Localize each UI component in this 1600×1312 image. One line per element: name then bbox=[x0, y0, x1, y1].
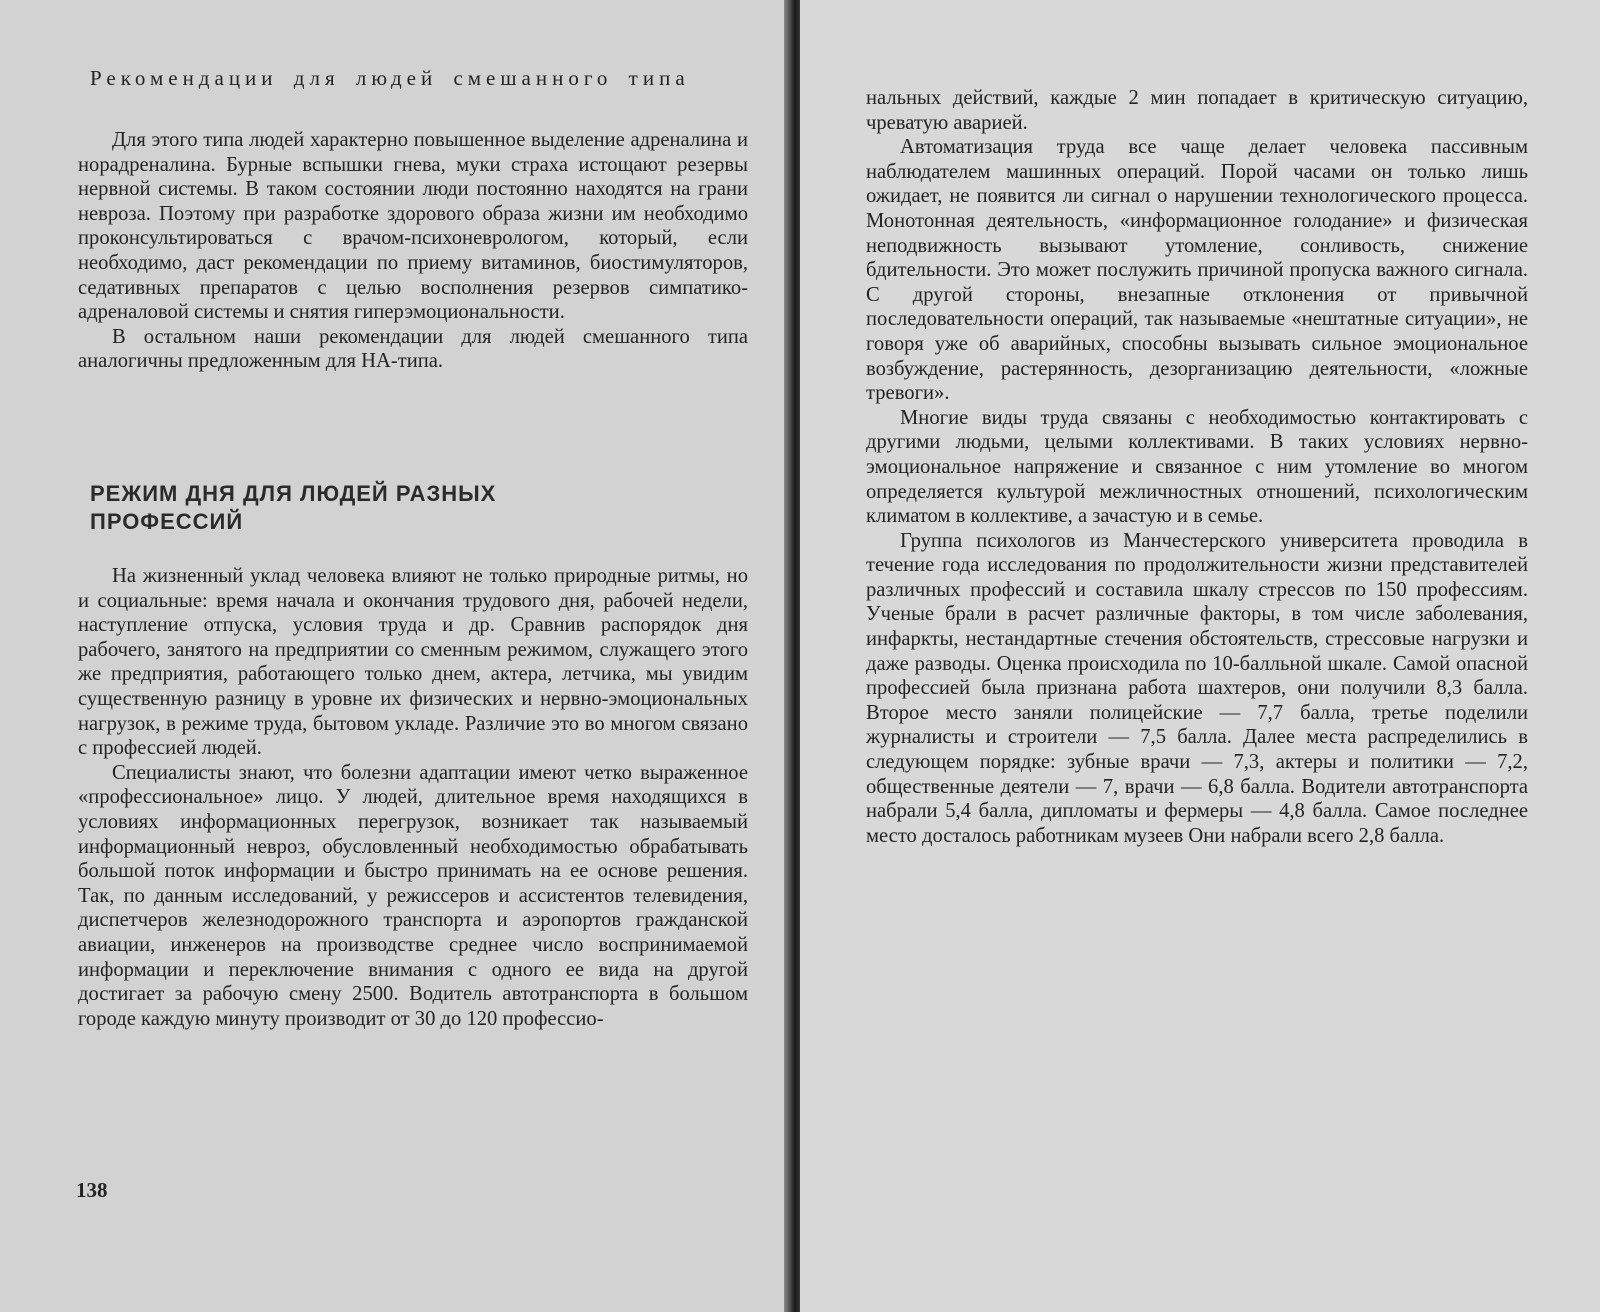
left-page bbox=[0, 0, 792, 1312]
paragraph: нальных действий, каждые 2 мин попадает в критическую ситуацию, чреватую аварией. bbox=[866, 87, 1528, 134]
paragraph: На жизненный уклад человека влияют не только природные ритмы, но и социальные: время начала и окончания трудового дня, рабочей недели, наступление отпуска, условия труда и др. Сравнив распорядок дня рабочего, занятого на предприятии со сменным режимом, служащего этого же предприятия, работающего только днем, актера, летчика, мы увидим существенную разницу в уровне их физических и нервно-эмоциональных нагрузок, в режиме труда, бытовом укладе. Различие это во многом связано с профессией людей. bbox=[78, 565, 748, 760]
paragraph: Для этого типа людей характерно повышенное выделение адреналина и норадреналина. Бурные вспышки гнева, муки страха истощают резервы нервной системы. В таком состоянии люди постоянно находятся на грани невроза. Поэтому при разработке здорового образа жизни им необходимо проконсультироваться с врачом-психоневрологом, который, если необходимо, даст рекомендации по приему витаминов, биостимуляторов, седативных препаратов с целью восполнения резервов симпатико-адреналовой системы и снятия гиперэмоциональности. bbox=[78, 129, 748, 324]
paragraph: В остальном наши рекомендации для людей смешанного типа аналогичны предложенным для НА-типа. bbox=[78, 325, 748, 373]
right-page bbox=[800, 0, 1600, 1312]
right-text-block bbox=[866, 86, 1528, 848]
paragraph: Специалисты знают, что болезни адаптации имеют четко выраженное «профессиональное» лицо. У людей, длительное время находящихся в условиях информационных перегрузок, возникает так называемый информационный невроз, обусловленный необходимостью обрабатывать большой поток информации и быстро принимать на ее основе решения. Так, по данным исследований, у режиссеров и ассистентов телевидения, диспетчеров железнодорожного транспорта и аэропортов гражданской авиации, инженеров на производстве среднее число воспринимаемой информации и переключение внимания с одного ее вида на другой достигает за рабочую смену 2500. Водитель автотранспорта в большом городе каждую минуту производит от 30 до 120 профессио- bbox=[78, 761, 748, 1030]
left-text-block-2 bbox=[78, 564, 748, 1031]
paragraph: Группа психологов из Манчестерского университета проводила в течение года исследования по продолжительности жизни представителей различных профессий и составила шкалу стрессов по 150 профессиям. Ученые брали в расчет различные факторы, в том числе заболевания, инфаркты, нестандартные стечения обстоятельств, стрессовые нагрузки и даже разводы. Оценка происходила по 10-балльной шкале. Самой опасной профессией была признана работа шахтеров, они получили 8,3 балла. Второе место заняли полицейские — 7,7 балла, третье поделили журналисты и строители — 7,5 балла. Далее места распределились в следующем порядке: зубные врачи — 7,3, актеры и политики — 7,2, общественные деятели — 7, врачи — 6,8 балла. Водители автотранспорта набрали 5,4 балла, дипломаты и фермеры — 4,8 балла. Самое последнее место досталось работникам музеев Они набрали всего 2,8 балла. bbox=[866, 529, 1528, 847]
left-text-block-1 bbox=[78, 128, 748, 374]
subheading: Рекомендации для людей смешанного типа bbox=[90, 66, 690, 90]
page-number: 138 bbox=[76, 1178, 108, 1202]
paragraph: Многие виды труда связаны с необходимостью контактировать с другими людьми, целыми коллективами. В таких условиях нервно-эмоциональное напряжение и связанное с ним утомление во многом определяется культурой межличностных отношений, психологическим климатом в коллективе, а зачастую и в семье. bbox=[866, 406, 1528, 528]
paragraph: Автоматизация труда все чаще делает человека пассивным наблюдателем машинных операций. Порой часами он только лишь ожидает, не появится ли сигнал о нарушении технологического процесса. Монотонная деятельность, «информационное голодание» и физическая неподвижность вызывают утомление, сонливость, снижение бдительности. Это может послужить причиной пропуска важного сигнала. С другой стороны, внезапные отклонения от привычной последовательности операций, так называемые «нештатные ситуации», не говоря уже об аварийных, способны вызывать сильное эмоциональное возбуждение, растерянность, дезорганизацию деятельности, «ложные тревоги». bbox=[866, 136, 1528, 405]
section-heading: РЕЖИМ ДНЯ ДЛЯ ЛЮДЕЙ РАЗНЫХ ПРОФЕССИЙ bbox=[90, 481, 497, 534]
